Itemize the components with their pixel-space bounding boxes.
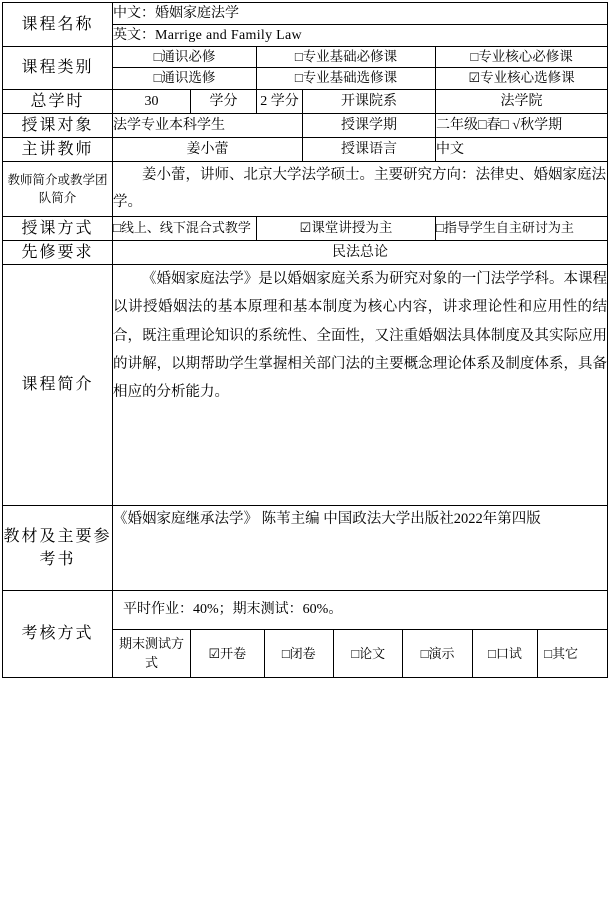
checkbox-icon[interactable]: □ <box>487 645 496 661</box>
category-option-label: 通识必修 <box>161 49 216 64</box>
exam-form-option-4[interactable] <box>472 630 537 677</box>
exam-form-option-0[interactable] <box>191 630 264 677</box>
checkbox-icon[interactable]: □ <box>436 219 444 235</box>
exam-form-option-label: 闭卷 <box>289 645 316 661</box>
category-option-0[interactable] <box>113 47 257 68</box>
value-offering-college: 法学院 <box>436 89 608 113</box>
table-row-category-1 <box>3 47 608 68</box>
label-term: 授课学期 <box>303 113 436 137</box>
checkbox-icon[interactable]: □ <box>351 645 360 661</box>
teaching-method-option-label: 课堂讲授为主 <box>311 220 393 236</box>
value-term: 二年级□春□ √秋学期 <box>436 113 608 137</box>
category-option-label: 专业基础选修课 <box>302 70 398 86</box>
table-row-teacher-intro <box>3 162 608 217</box>
category-option-2[interactable] <box>436 47 608 68</box>
label-credits: 学分 <box>191 89 257 113</box>
checkbox-checked-icon[interactable]: ☑ <box>208 645 221 661</box>
course-name-english-value: Marrige and Family Law <box>155 28 302 43</box>
value-instructor: 姜小蕾 <box>113 137 303 161</box>
table-row-prerequisite <box>3 240 608 264</box>
label-total-hours: 总学时 <box>3 89 113 113</box>
category-option-3[interactable] <box>113 68 257 89</box>
teaching-method-option-0[interactable] <box>113 216 257 240</box>
value-textbook: 《婚姻家庭继承法学》 陈苇主编 中国政法大学出版社2022年第四版 <box>113 506 608 591</box>
exam-form-option-1[interactable] <box>264 630 333 677</box>
category-option-4[interactable] <box>257 68 436 89</box>
table-row-assessment <box>3 591 608 678</box>
course-name-english-prefix: 英文： <box>113 28 155 43</box>
course-syllabus-sheet <box>2 2 607 678</box>
table-row-textbook <box>3 506 608 591</box>
checkbox-checked-icon[interactable]: ☑ <box>299 220 312 236</box>
value-credits: 2 学分 <box>257 89 303 113</box>
exam-form-option-label: 其它 <box>551 645 578 661</box>
category-option-label: 专业核心必修课 <box>478 49 573 64</box>
label-teaching-method: 授课方式 <box>3 216 113 240</box>
value-assessment-summary: 平时作业：40%；期末测试：60%。 <box>123 602 343 618</box>
label-offering-college: 开课院系 <box>303 89 436 113</box>
value-prerequisite: 民法总论 <box>113 240 608 264</box>
checkbox-icon[interactable]: □ <box>281 645 290 661</box>
course-name-chinese-cell <box>113 3 608 25</box>
label-audience: 授课对象 <box>3 113 113 137</box>
value-language: 中文 <box>436 137 608 161</box>
value-total-hours: 30 <box>113 89 191 113</box>
table-row-teaching-method <box>3 216 608 240</box>
checkbox-icon[interactable]: □ <box>153 49 162 64</box>
teaching-method-option-label: 线上、线下混合式教学 <box>120 219 251 235</box>
label-teacher-intro: 教师简介或教学团队简介 <box>3 162 113 217</box>
label-course-name: 课程名称 <box>3 3 113 47</box>
checkbox-icon[interactable]: □ <box>470 49 479 64</box>
course-name-chinese-value: 婚姻家庭法学 <box>155 6 239 21</box>
exam-form-option-label: 论文 <box>359 645 386 661</box>
exam-form-option-3[interactable] <box>403 630 472 677</box>
checkbox-icon[interactable]: □ <box>544 645 552 661</box>
checkbox-icon[interactable]: □ <box>113 219 121 235</box>
exam-form-option-5[interactable] <box>538 630 607 677</box>
label-course-category: 课程类别 <box>3 47 113 90</box>
category-option-5[interactable] <box>436 68 608 89</box>
table-row-hours-credits <box>3 89 608 113</box>
label-course-summary: 课程简介 <box>3 265 113 506</box>
checkbox-icon[interactable]: □ <box>420 645 429 661</box>
label-language: 授课语言 <box>303 137 436 161</box>
exam-form-option-label: 演示 <box>428 645 455 661</box>
category-option-1[interactable] <box>257 47 436 68</box>
table-row-course-name <box>3 3 608 25</box>
exam-form-table <box>113 629 607 676</box>
course-name-chinese-prefix: 中文： <box>113 6 155 21</box>
checkbox-icon[interactable]: □ <box>294 70 303 86</box>
course-summary-cell <box>113 265 608 506</box>
value-course-summary: 《婚姻家庭法学》是以婚姻家庭关系为研究对象的一门法学学科。本课程以讲授婚姻法的基本原理和基本制度为核心内容，讲求理论性和应用性的结合，既注重理论知识的系统性、全面性，又注重婚姻法具体制度及其实际应用的讲解，以期帮助学生掌握相关部门法的主要概念理论体系及制度体系，具备相应的分析能力。 <box>113 271 608 401</box>
exam-form-option-label: 口试 <box>495 645 522 661</box>
teaching-method-option-label: 指导学生自主研讨为主 <box>443 219 574 235</box>
exam-form-row <box>113 630 607 677</box>
exam-form-option-label: 开卷 <box>220 645 247 661</box>
label-instructor: 主讲教师 <box>3 137 113 161</box>
table-row-instructor-language <box>3 137 608 161</box>
exam-form-option-2[interactable] <box>333 630 402 677</box>
value-teacher-intro: 姜小蕾，讲师、北京大学法学硕士。主要研究方向：法律史、婚姻家庭法学。 <box>113 162 608 217</box>
label-assessment: 考核方式 <box>3 591 113 678</box>
checkbox-icon[interactable]: □ <box>153 70 162 86</box>
teaching-method-option-1[interactable] <box>257 216 436 240</box>
teaching-method-option-2[interactable] <box>436 216 608 240</box>
assessment-cell <box>113 591 608 678</box>
label-prerequisite: 先修要求 <box>3 240 113 264</box>
checkbox-icon[interactable]: □ <box>294 49 303 64</box>
value-audience: 法学专业本科学生 <box>113 113 303 137</box>
table-row-audience-term <box>3 113 608 137</box>
course-name-english-cell <box>113 25 608 47</box>
checkbox-checked-icon[interactable]: ☑ <box>468 70 481 86</box>
label-textbook: 教材及主要参考书 <box>3 506 113 591</box>
label-final-exam-form: 期末测试方式 <box>113 630 191 677</box>
table-row-course-summary <box>3 265 608 506</box>
category-option-label: 通识选修 <box>161 70 216 86</box>
category-option-label: 专业核心选修课 <box>480 70 575 86</box>
course-info-table <box>2 2 608 678</box>
category-option-label: 专业基础必修课 <box>302 49 398 64</box>
